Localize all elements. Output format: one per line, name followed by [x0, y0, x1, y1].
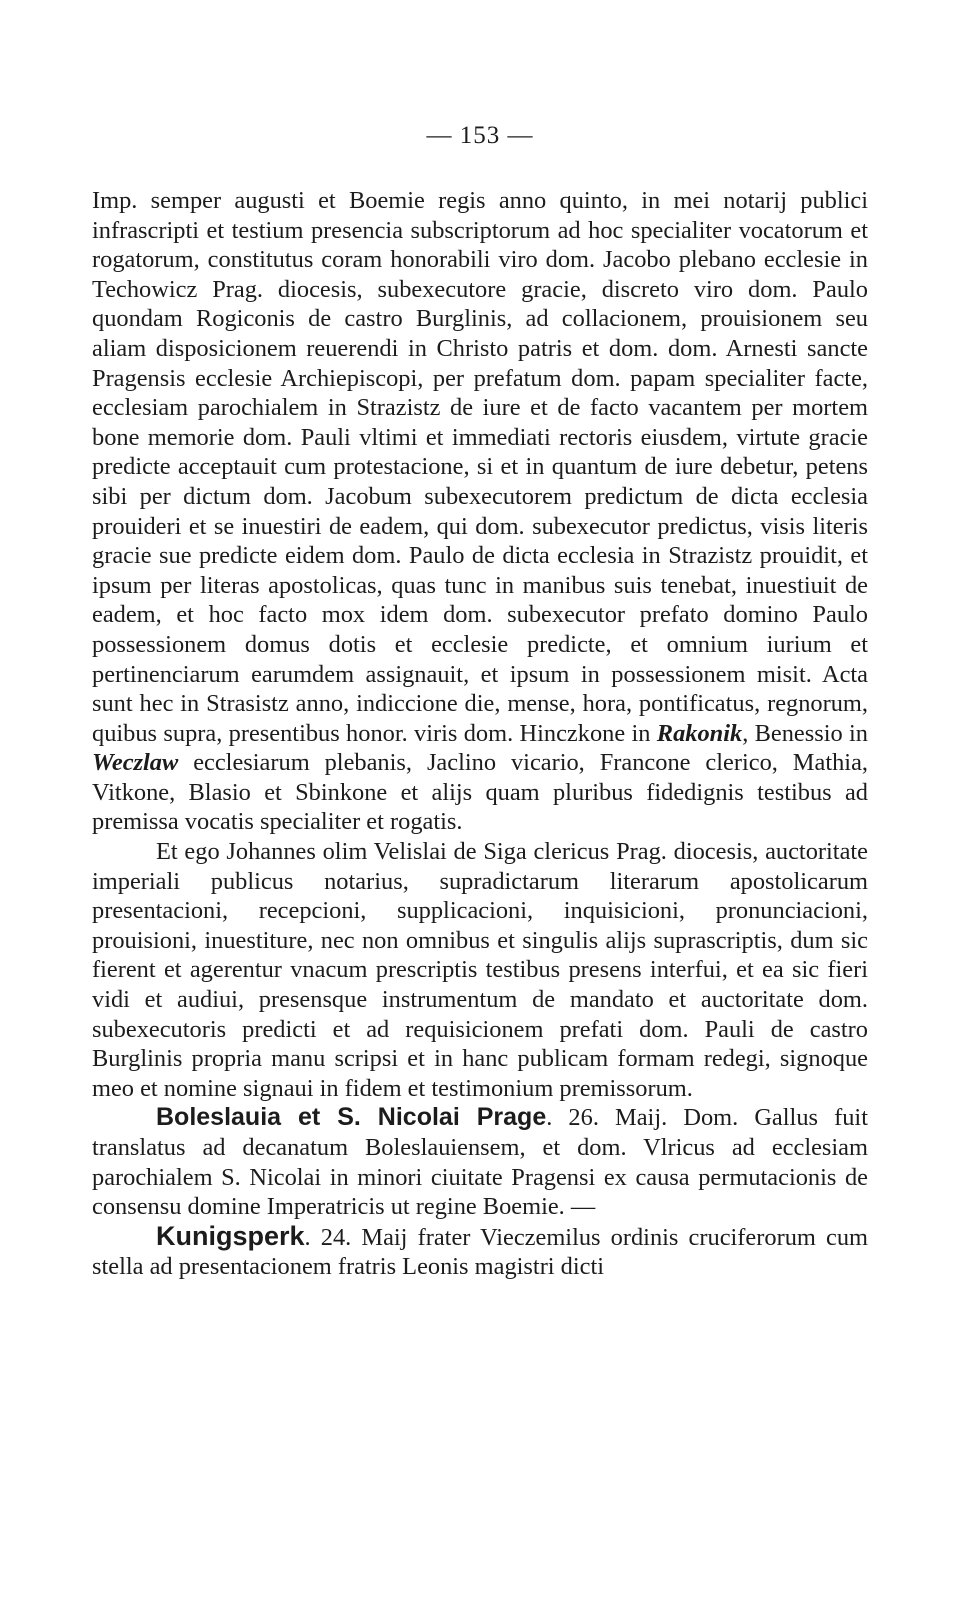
- entry-heading-boleslauia: Boleslauia et S. Nicolai Prage: [156, 1103, 547, 1132]
- paragraph-notary-attestation: [92, 837, 868, 1103]
- text-segment: . 24. Maij frater Vieczemilus ordinis cruciferorum cum stella ad presentacionem fratris Leonis magistri dicti: [92, 1223, 868, 1281]
- page-number: — 153 —: [426, 122, 534, 149]
- text-segment: Et ego Johannes olim Velislai de Siga clericus Prag. diocesis, auctoritate imperiali publicus notarius, supradictarum literarum apostolicarum presentacioni, recepcioni, supplicacioni, inquisicioni, pronunciacioni, prouisioni, inuestiture, nec non omnibus et singulis alijs suprascriptis, dum sic fierent et agerentur vnacum prescriptis testibus presens interfui, et ea sic fieri vidi et audiui, presensque instrumentum de mandato et auctoritate dom. subexecutoris predicti et ad requisicionem prefati dom. Pauli de castro Burglinis propria manu scripsi et in hanc publicam formam redegi, signoque meo et nomine signaui in fidem et testimonium premissorum.: [92, 838, 868, 1102]
- entry-heading-kunigsperk: Kunigsperk: [156, 1220, 305, 1251]
- place-name-rakonik: Rakonik: [656, 719, 743, 747]
- text-segment: . 26. Maij. Dom. Gallus fuit translatus ad decanatum Boleslauiensem, et dom. Vlricus ad ecclesiam parochialem S. Nicolai in minori ciuitate Pragensi ex causa permutacionis de consensu domine Imperatricis ut regine Boemie. —: [92, 1104, 868, 1221]
- text-segment: , Benessio in: [742, 719, 868, 747]
- paragraph-notarial-act: [92, 186, 868, 837]
- place-name-weczlaw: Weczlaw: [92, 749, 179, 777]
- text-segment: Imp. semper augusti et Boemie regis anno quinto, in mei notarij publici infrascripti et testium presencia subscriptorum ad hoc specialiter vocatorum et rogatorum, constitutus coram honorabili viro dom. Jacobo plebano ecclesie in Techowicz Prag. diocesis, subexecutore gracie, discreto viro dom. Paulo quondam Rogiconis de castro Burglinis, ad collacionem, prouisionem seu aliam disposicionem reuerendi in Christo patris et dom. dom. Arnesti sancte Pragensis ecclesie Archiepiscopi, per prefatum dom. papam specialiter facte, ecclesiam parochialem in Strazistz de iure et de facto vacantem per mortem bone memorie dom. Pauli vltimi et immediati rectoris eiusdem, virtute gracie predicte acceptauit cum protestacione, si et in quantum de iure debetur, petens sibi per dictum dom. Jacobum subexecutorem predictum de dicta ecclesia prouideri et se inuestiri de eadem, qui dom. subexecutor predictus, visis literis gracie sue predicte eidem dom. Paulo de dicta ecclesia in Strazistz prouidit, et ipsum per literas apostolicas, quas tunc in manibus suis tenebat, inuestiuit de eadem, et hoc facto mox idem dom. subexecutor prefato domino Paulo possessionem domus dotis et ecclesie predicte, et omnium iurium et pertinenciarum earumdem assignauit, et ipsum in possessionem misit. Acta sunt hec in Strasistz anno, indiccione die, mense, hora, pontificatus, regnorum, quibus supra, presentibus honor. viris dom. Hinczkone in: [92, 187, 868, 747]
- paragraph-boleslauia-entry: [92, 1103, 868, 1221]
- paragraph-kunigsperk-entry: [92, 1222, 868, 1282]
- text-segment: ecclesiarum plebanis, Jaclino vicario, Francone clerico, Mathia, Vitkone, Blasio et Sbinkone et alijs quam pluribus fidedignis testibus ad premissa vocatis specialiter et rogatis.: [92, 749, 868, 836]
